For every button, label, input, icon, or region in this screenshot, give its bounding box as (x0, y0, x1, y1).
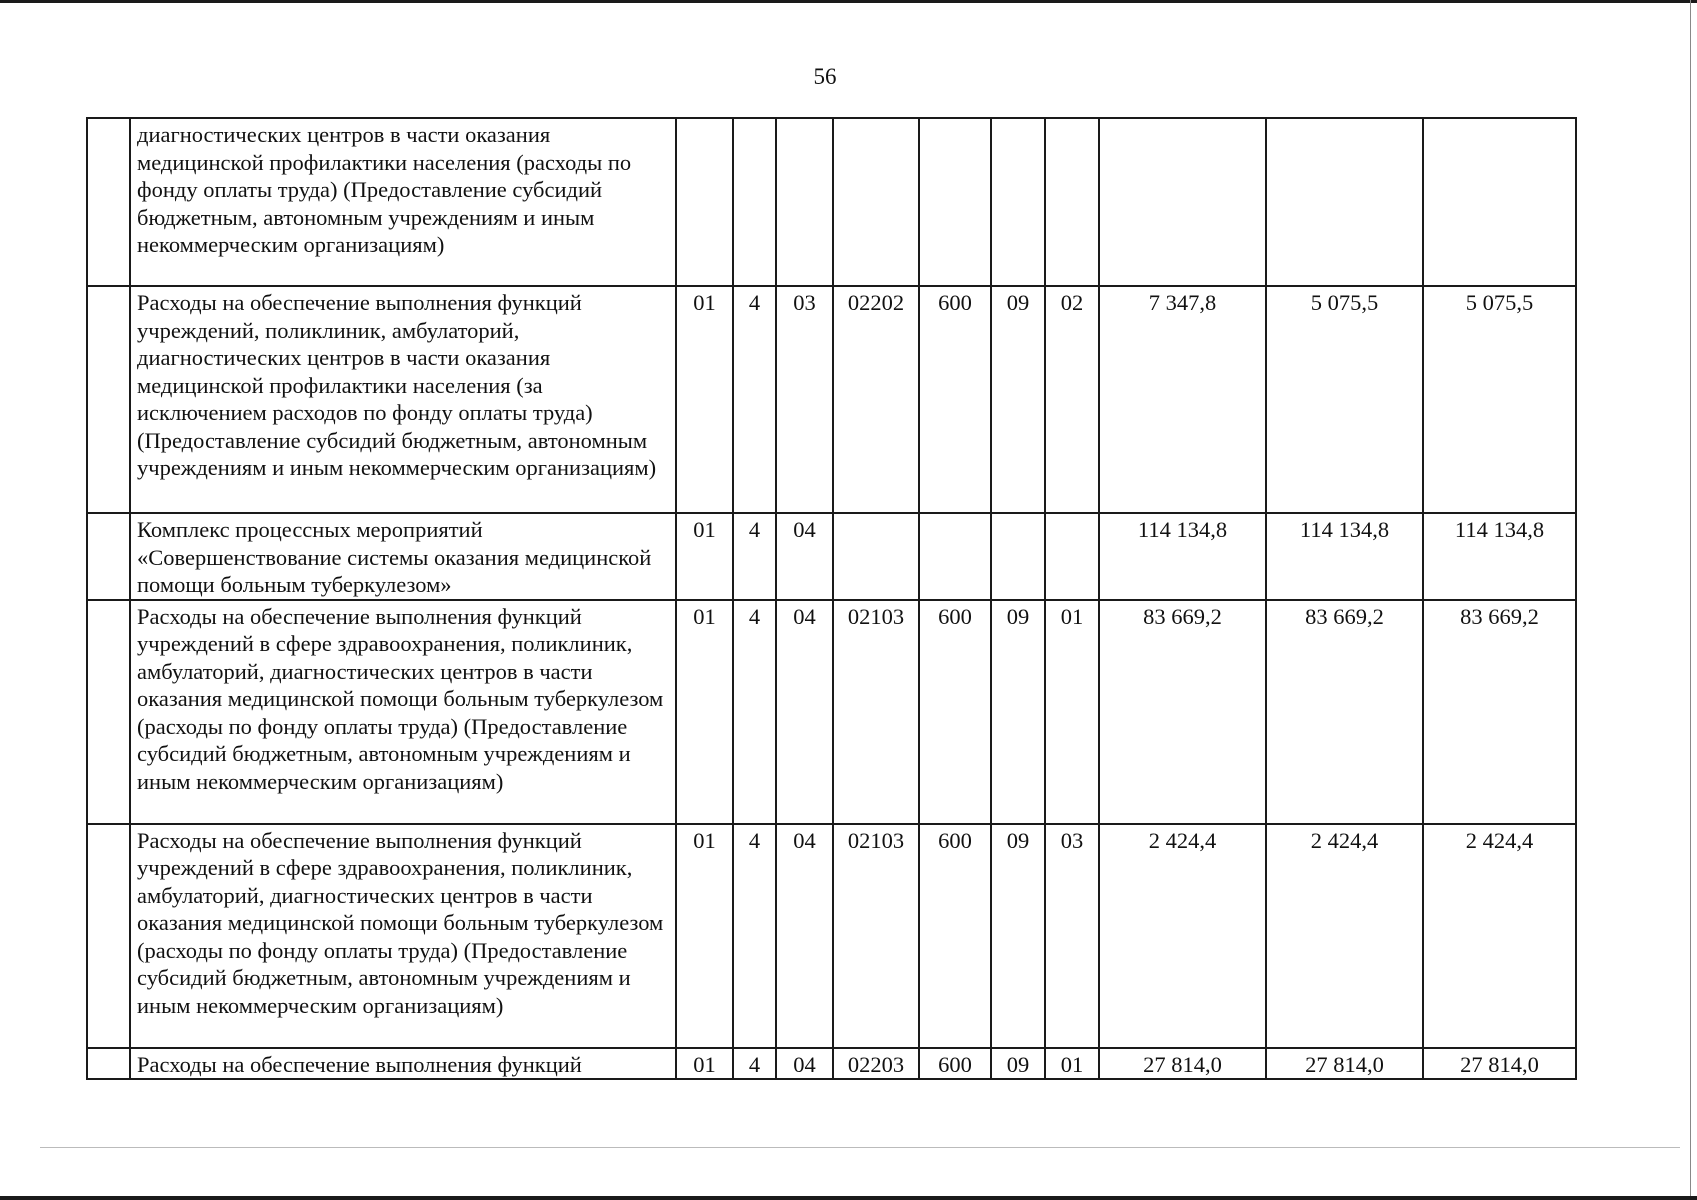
code-cell: 4 (733, 286, 776, 513)
code-cell: 09 (991, 1048, 1045, 1080)
code-cell: 04 (776, 1048, 833, 1080)
code-cell: 09 (991, 600, 1045, 824)
code-cell (733, 118, 776, 286)
amount-cell (1266, 118, 1423, 286)
row-description: Расходы на обеспечение выполнения функций учреждений, поликлиник, амбулаторий, диагностических центров в части оказания медицинской профилактики населения (за исключением расходов по фонду оплаты труда) (Предоставление субсидий бюджетным, автономным учреждениям и иным некоммерческим организациям) (130, 286, 676, 513)
code-cell: 4 (733, 513, 776, 600)
code-cell: 04 (776, 824, 833, 1048)
code-cell: 03 (776, 286, 833, 513)
code-cell: 01 (676, 286, 733, 513)
code-cell (676, 118, 733, 286)
code-cell: 4 (733, 1048, 776, 1080)
code-cell: 01 (676, 513, 733, 600)
amount-cell: 83 669,2 (1423, 600, 1576, 824)
amount-cell: 7 347,8 (1099, 286, 1266, 513)
code-cell: 02103 (833, 824, 919, 1048)
code-cell: 02203 (833, 1048, 919, 1080)
code-cell (991, 118, 1045, 286)
row-number-cell (87, 286, 130, 513)
table-row (87, 118, 1576, 286)
code-cell: 09 (991, 286, 1045, 513)
scan-right-edge (1690, 0, 1691, 1200)
code-cell (1045, 118, 1099, 286)
code-cell (1045, 513, 1099, 600)
scan-bottom-edge (0, 1196, 1697, 1200)
table-row (87, 513, 1576, 600)
code-cell: 01 (1045, 1048, 1099, 1080)
code-cell: 4 (733, 600, 776, 824)
amount-cell (1099, 118, 1266, 286)
code-cell: 04 (776, 600, 833, 824)
row-number-cell (87, 1048, 130, 1080)
code-cell (991, 513, 1045, 600)
amount-cell: 27 814,0 (1099, 1048, 1266, 1080)
code-cell (919, 513, 991, 600)
amount-cell: 2 424,4 (1099, 824, 1266, 1048)
table-row (87, 824, 1576, 1048)
row-number-cell (87, 118, 130, 286)
code-cell: 600 (919, 600, 991, 824)
code-cell: 04 (776, 513, 833, 600)
amount-cell: 5 075,5 (1266, 286, 1423, 513)
code-cell: 02103 (833, 600, 919, 824)
code-cell: 01 (1045, 600, 1099, 824)
row-description: Расходы на обеспечение выполнения функций (130, 1048, 676, 1080)
code-cell (776, 118, 833, 286)
page-number: 56 (813, 64, 837, 89)
budget-table (86, 117, 1577, 1080)
code-cell: 4 (733, 824, 776, 1048)
row-description: Комплекс процессных мероприятий «Совершенствование системы оказания медицинской помощи больным туберкулезом» (130, 513, 676, 600)
scan-top-edge (0, 0, 1697, 3)
row-description: Расходы на обеспечение выполнения функций учреждений в сфере здравоохранения, поликлиник, амбулаторий, диагностических центров в части оказания медицинской помощи больным туберкулезом (расходы по фонду оплаты труда) (Предоставление субсидий бюджетным, автономным учреждениям и иным некоммерческим организациям) (130, 600, 676, 824)
table-row (87, 286, 1576, 513)
code-cell: 600 (919, 824, 991, 1048)
table-row (87, 600, 1576, 824)
code-cell (833, 118, 919, 286)
amount-cell: 83 669,2 (1266, 600, 1423, 824)
row-number-cell (87, 600, 130, 824)
code-cell: 09 (991, 824, 1045, 1048)
scan-bottom-rule (40, 1147, 1680, 1148)
code-cell: 01 (676, 824, 733, 1048)
table-row (87, 1048, 1576, 1080)
code-cell: 600 (919, 1048, 991, 1080)
code-cell (919, 118, 991, 286)
code-cell: 02202 (833, 286, 919, 513)
code-cell (833, 513, 919, 600)
amount-cell: 83 669,2 (1099, 600, 1266, 824)
row-description: Расходы на обеспечение выполнения функций учреждений в сфере здравоохранения, поликлиник, амбулаторий, диагностических центров в части оказания медицинской помощи больным туберкулезом (расходы по фонду оплаты труда) (Предоставление субсидий бюджетным, автономным учреждениям и иным некоммерческим организациям) (130, 824, 676, 1048)
code-cell: 03 (1045, 824, 1099, 1048)
amount-cell: 2 424,4 (1266, 824, 1423, 1048)
amount-cell (1423, 118, 1576, 286)
row-number-cell (87, 513, 130, 600)
amount-cell: 2 424,4 (1423, 824, 1576, 1048)
amount-cell: 5 075,5 (1423, 286, 1576, 513)
row-description: диагностических центров в части оказания медицинской профилактики населения (расходы по фонду оплаты труда) (Предоставление субсидий бюджетным, автономным учреждениям и иным некоммерческим организациям) (130, 118, 676, 286)
code-cell: 600 (919, 286, 991, 513)
amount-cell: 27 814,0 (1423, 1048, 1576, 1080)
code-cell: 01 (676, 600, 733, 824)
row-number-cell (87, 824, 130, 1048)
amount-cell: 114 134,8 (1266, 513, 1423, 600)
amount-cell: 114 134,8 (1423, 513, 1576, 600)
amount-cell: 114 134,8 (1099, 513, 1266, 600)
amount-cell: 27 814,0 (1266, 1048, 1423, 1080)
code-cell: 01 (676, 1048, 733, 1080)
code-cell: 02 (1045, 286, 1099, 513)
